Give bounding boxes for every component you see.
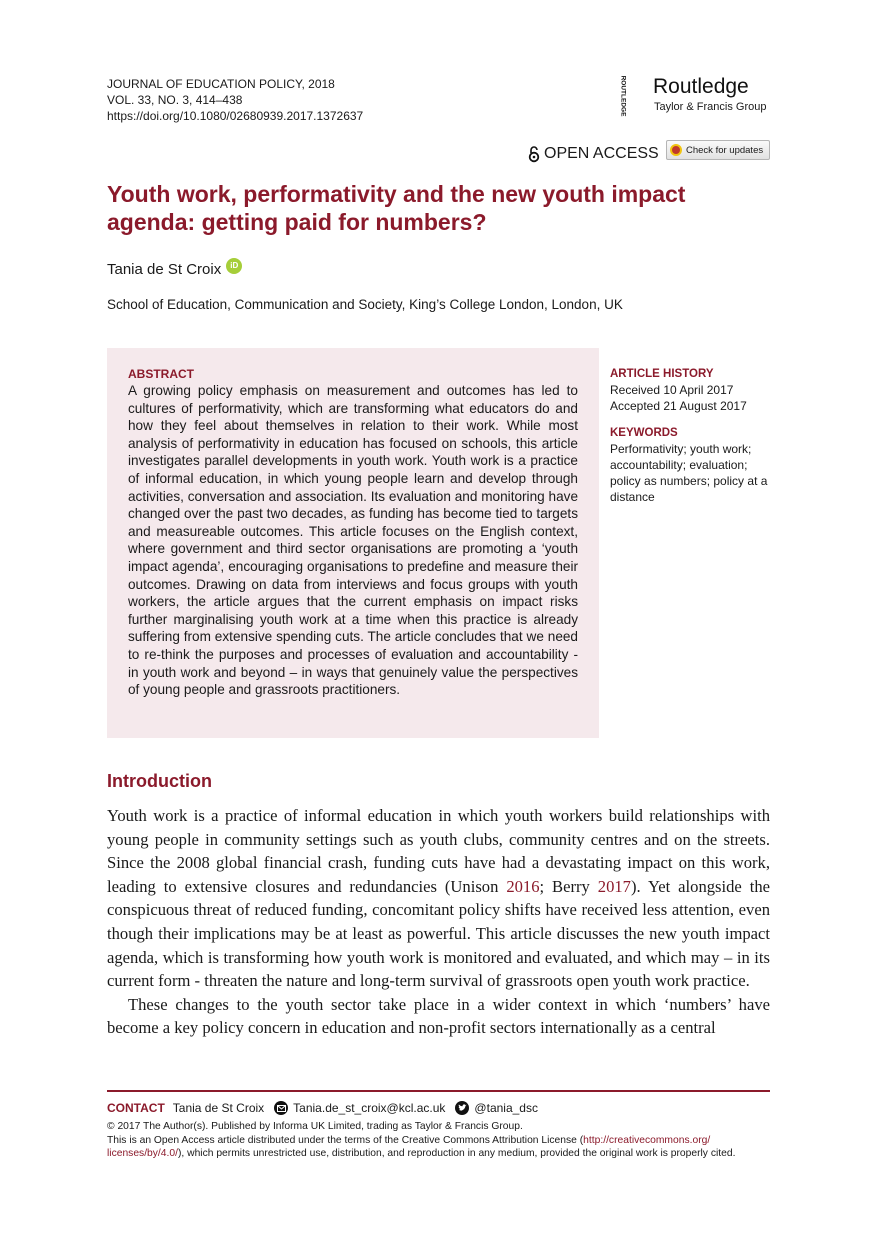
contact-twitter[interactable]: @tania_dsc xyxy=(474,1101,538,1115)
abstract-text: A growing policy emphasis on measurement and outcomes has led to cultures of performativity, which are transforming what educators do and how they feel about themselves in relation to their work. While most analysis of performativity in education has focused on schools, this article investigates parallel developments in youth work. Youth work is a practice of informal education, in which young people learn and develop through activities, conversation and association. Its evaluation and monitoring have changed over the past two decades, as funding has become tied to targets and measureable outcomes. This article focuses on the English context, where government and third sector organisations are promoting a ‘youth impact agenda’, encouraging organisations to predefine and measure their outcomes. Drawing on data from interviews and focus groups with youth workers, the article argues that the current emphasis on impact risks further marginalising youth work at a time when this practice is already suffering from extensive spending cuts. The article concludes that we need to re-think the purposes and processes of evaluation and accountability - in youth work and beyond – in ways that genuinely value the perspectives of young people and grassroots practitioners. xyxy=(128,383,578,698)
keywords xyxy=(610,425,770,505)
license-link[interactable]: licenses/by/4.0/ xyxy=(107,1148,178,1159)
journal-volume: VOL. 33, NO. 3, 414–438 xyxy=(107,93,243,107)
paragraph: Youth work is a practice of informal education in which youth workers build relationships with young people in community settings such as youth clubs, community centres and on the streets. Since the 2008 global financial crash, funding cuts have had a devastating impact on this work, leading to extensive closures and redundancies (Unison 2016; Berry 2017). Yet alongside the conspicuous threat of reduced funding, concomitant policy shifts have received less attention, even though their implications may be at least as powerful. This article discusses the new youth impact agenda, which is transforming how youth work is monitored and evaluated, and which may – in its current form - threaten the nature and long-term survival of grassroots open youth work practice. xyxy=(107,806,770,991)
author-line xyxy=(107,260,242,280)
publisher-name: Routledge xyxy=(653,75,749,98)
open-access-label: OPEN ACCESS xyxy=(544,145,659,162)
check-updates-label: Check for updates xyxy=(686,144,764,156)
svg-text:ROUTLEDGE: ROUTLEDGE xyxy=(619,75,627,117)
article-title: Youth work, performativity and the new youth impact agenda: getting paid for numbers? xyxy=(107,181,686,235)
citation-link[interactable]: 2017 xyxy=(597,876,631,896)
contact-name: Tania de St Croix xyxy=(172,1101,265,1115)
license-link[interactable]: http://creativecommons.org/ xyxy=(583,1134,711,1146)
author-name: Tania de St Croix xyxy=(107,261,222,278)
body-text xyxy=(107,804,770,1040)
copyright-line: © 2017 The Author(s). Published by Informa UK Limited, trading as Taylor & Francis Group. xyxy=(107,1121,523,1132)
doi-link[interactable]: https://doi.org/10.1080/02680939.2017.1372637 xyxy=(107,109,364,123)
keywords-heading: KEYWORDS xyxy=(610,427,678,439)
received-date: Received 10 April 2017 xyxy=(610,383,734,397)
contact-label: CONTACT xyxy=(107,1101,165,1115)
license-line-1: This is an Open Access article distributed under the terms of the Creative Commons Attribution License (http://creativecommons.org/ xyxy=(107,1134,711,1146)
author-affiliation: School of Education, Communication and Society, King’s College London, London, UK xyxy=(107,297,623,312)
license-notice xyxy=(107,1120,770,1161)
journal-name-year: JOURNAL OF EDUCATION POLICY, 2018 xyxy=(107,77,335,91)
crossmark-icon xyxy=(670,144,682,156)
journal-meta xyxy=(107,76,363,124)
introduction-heading: Introduction xyxy=(107,771,212,791)
publisher-group: Taylor & Francis Group xyxy=(654,101,767,113)
article-history xyxy=(610,366,770,414)
publisher-logo xyxy=(615,74,775,120)
orcid-icon[interactable]: iD xyxy=(226,258,242,274)
routledge-vertical-mark xyxy=(615,74,631,118)
contact-line xyxy=(107,1100,538,1116)
keywords-text: Performativity; youth work; accountability; evaluation; policy as numbers; policy at a distance xyxy=(610,442,768,504)
contact-email[interactable]: Tania.de_st_croix@kcl.ac.uk xyxy=(293,1101,446,1115)
article-sidebar xyxy=(610,366,770,505)
twitter-icon xyxy=(455,1101,469,1115)
check-for-updates-button[interactable] xyxy=(666,140,770,160)
accepted-date: Accepted 21 August 2017 xyxy=(610,399,747,413)
footer-divider xyxy=(107,1090,770,1092)
abstract-box xyxy=(107,348,599,738)
citation-link[interactable]: 2016 xyxy=(506,876,540,896)
abstract-heading: ABSTRACT xyxy=(128,367,194,381)
paragraph: These changes to the youth sector take place in a wider context in which ‘numbers’ have become a key policy concern in education and non-profit sectors internationally as a central xyxy=(107,994,770,1038)
article-history-heading: ARTICLE HISTORY xyxy=(610,368,714,380)
license-line-2: licenses/by/4.0/), which permits unrestricted use, distribution, and reproduction in any medium, provided the original work is properly cited. xyxy=(107,1148,736,1159)
email-icon xyxy=(274,1101,288,1115)
open-access-lock-icon xyxy=(528,145,540,163)
open-access-badge xyxy=(528,142,659,166)
